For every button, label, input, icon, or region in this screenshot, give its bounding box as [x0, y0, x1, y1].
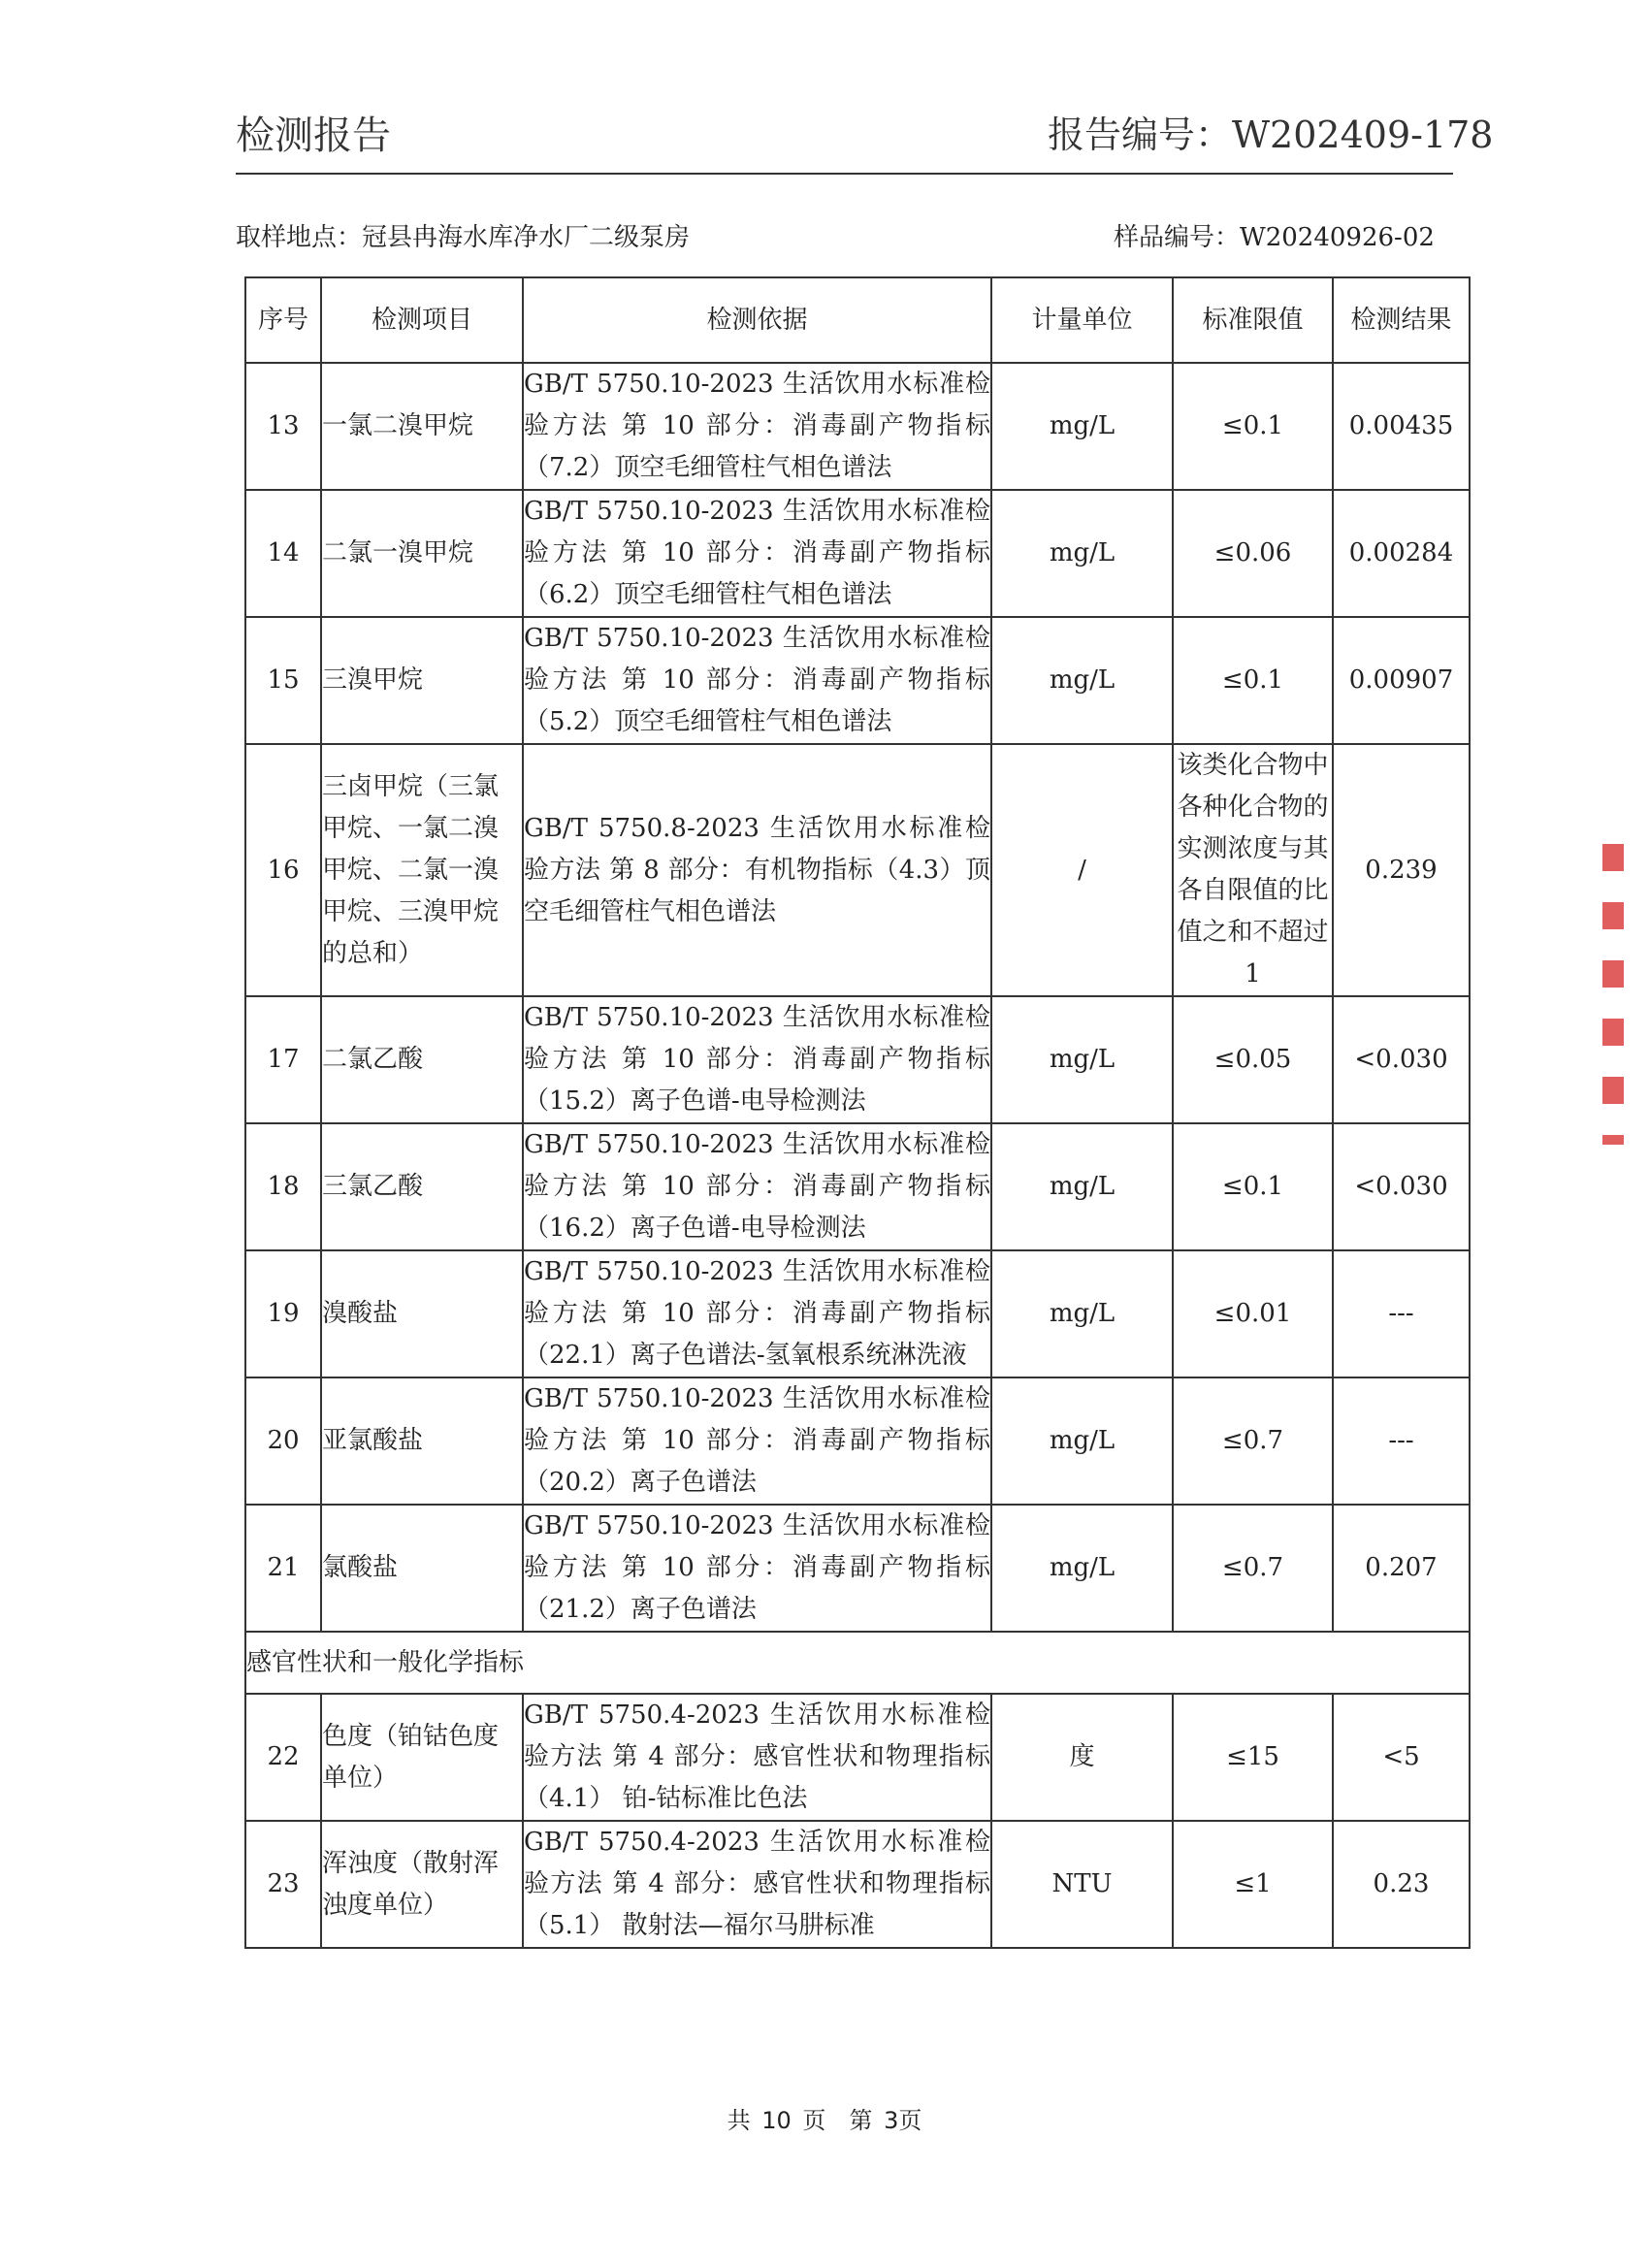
row-number: 14 — [245, 490, 321, 617]
table-row — [245, 1123, 1470, 1250]
row-number: 21 — [245, 1505, 321, 1632]
table-row — [245, 490, 1470, 617]
test-result: <0.030 — [1333, 1123, 1470, 1250]
test-result: <5 — [1333, 1694, 1470, 1821]
row-number: 15 — [245, 617, 321, 744]
unit: mg/L — [991, 363, 1173, 490]
row-number: 16 — [245, 744, 321, 996]
test-basis: GB/T 5750.10-2023 生活饮用水标准检验方法 第 10 部分：消毒副产物指标（5.2）顶空毛细管柱气相色谱法 — [523, 617, 991, 744]
report-number: 报告编号：W202409-178 — [1048, 113, 1494, 156]
table-row — [245, 1377, 1470, 1505]
test-result: 0.00907 — [1333, 617, 1470, 744]
unit: mg/L — [991, 996, 1173, 1123]
sample-number: 样品编号：W20240926-02 — [1114, 223, 1435, 252]
table-row — [245, 1505, 1470, 1632]
test-item: 三氯乙酸 — [321, 1123, 523, 1250]
test-item: 一氯二溴甲烷 — [321, 363, 523, 490]
page-footer: 共 10 页 第 3页 — [727, 2107, 922, 2134]
test-item: 三溴甲烷 — [321, 617, 523, 744]
row-number: 18 — [245, 1123, 321, 1250]
table-row — [245, 1250, 1470, 1377]
standard-limit: ≤0.1 — [1173, 617, 1333, 744]
table-header-row — [245, 277, 1470, 363]
test-basis: GB/T 5750.10-2023 生活饮用水标准检验方法 第 10 部分：消毒副产物指标（6.2）顶空毛细管柱气相色谱法 — [523, 490, 991, 617]
table-row — [245, 996, 1470, 1123]
row-number: 20 — [245, 1377, 321, 1505]
test-result: 0.207 — [1333, 1505, 1470, 1632]
row-number: 17 — [245, 996, 321, 1123]
row-number: 22 — [245, 1694, 321, 1821]
section-row — [245, 1632, 1470, 1694]
test-basis: GB/T 5750.10-2023 生活饮用水标准检验方法 第 10 部分：消毒副产物指标（22.1）离子色谱法-氢氧根系统淋洗液 — [523, 1250, 991, 1377]
test-basis: GB/T 5750.10-2023 生活饮用水标准检验方法 第 10 部分：消毒副产物指标（16.2）离子色谱-电导检测法 — [523, 1123, 991, 1250]
row-number: 19 — [245, 1250, 321, 1377]
row-number: 13 — [245, 363, 321, 490]
test-item: 二氯乙酸 — [321, 996, 523, 1123]
standard-limit: ≤0.05 — [1173, 996, 1333, 1123]
test-basis: GB/T 5750.4-2023 生活饮用水标准检验方法 第 4 部分：感官性状和物理指标（4.1） 铂-钴标准比色法 — [523, 1694, 991, 1821]
standard-limit: ≤1 — [1173, 1821, 1333, 1948]
test-basis: GB/T 5750.10-2023 生活饮用水标准检验方法 第 10 部分：消毒副产物指标（21.2）离子色谱法 — [523, 1505, 991, 1632]
table-row — [245, 617, 1470, 744]
test-basis: GB/T 5750.10-2023 生活饮用水标准检验方法 第 10 部分：消毒副产物指标（7.2）顶空毛细管柱气相色谱法 — [523, 363, 991, 490]
test-item: 氯酸盐 — [321, 1505, 523, 1632]
test-item: 二氯一溴甲烷 — [321, 490, 523, 617]
column-header: 计量单位 — [991, 277, 1173, 363]
report-title: 检测报告 — [236, 113, 391, 158]
results-table — [244, 276, 1471, 1949]
test-result: 0.239 — [1333, 744, 1470, 996]
test-basis: GB/T 5750.10-2023 生活饮用水标准检验方法 第 10 部分：消毒副产物指标 （15.2）离子色谱-电导检测法 — [523, 996, 991, 1123]
table-row — [245, 1694, 1470, 1821]
test-item: 三卤甲烷（三氯甲烷、一氯二溴甲烷、二氯一溴甲烷、三溴甲烷的总和） — [321, 744, 523, 996]
test-basis: GB/T 5750.10-2023 生活饮用水标准检验方法 第 10 部分：消毒副产物指标（20.2）离子色谱法 — [523, 1377, 991, 1505]
standard-limit: 该类化合物中各种化合物的实测浓度与其各自限值的比值之和不超过 1 — [1173, 744, 1333, 996]
test-item: 浑浊度（散射浑浊度单位） — [321, 1821, 523, 1948]
standard-limit: ≤0.1 — [1173, 1123, 1333, 1250]
row-number: 23 — [245, 1821, 321, 1948]
table-row — [245, 363, 1470, 490]
standard-limit: ≤0.06 — [1173, 490, 1333, 617]
unit: / — [991, 744, 1173, 996]
test-basis: GB/T 5750.8-2023 生活饮用水标准检验方法 第 8 部分：有机物指标（4.3）顶空毛细管柱气相色谱法 — [523, 744, 991, 996]
unit: mg/L — [991, 490, 1173, 617]
unit: mg/L — [991, 1505, 1173, 1632]
unit: NTU — [991, 1821, 1173, 1948]
test-item: 色度（铂钴色度单位） — [321, 1694, 523, 1821]
column-header: 序号 — [245, 277, 321, 363]
test-result: <0.030 — [1333, 996, 1470, 1123]
standard-limit: ≤0.7 — [1173, 1505, 1333, 1632]
test-result: 0.00435 — [1333, 363, 1470, 490]
column-header: 标准限值 — [1173, 277, 1333, 363]
section-label: 感官性状和一般化学指标 — [245, 1632, 1470, 1694]
unit: 度 — [991, 1694, 1173, 1821]
test-result: 0.00284 — [1333, 490, 1470, 617]
standard-limit: ≤0.01 — [1173, 1250, 1333, 1377]
column-header: 检测依据 — [523, 277, 991, 363]
table-row — [245, 744, 1470, 996]
seal-stamp-edge — [1602, 844, 1624, 1145]
test-result: 0.23 — [1333, 1821, 1470, 1948]
sampling-location: 取样地点：冠县冉海水库净水厂二级泵房 — [236, 223, 691, 252]
unit: mg/L — [991, 1123, 1173, 1250]
column-header: 检测结果 — [1333, 277, 1470, 363]
column-header: 检测项目 — [321, 277, 523, 363]
test-result: --- — [1333, 1250, 1470, 1377]
table-row — [245, 1821, 1470, 1948]
unit: mg/L — [991, 1377, 1173, 1505]
standard-limit: ≤0.1 — [1173, 363, 1333, 490]
header-divider — [236, 173, 1453, 175]
standard-limit: ≤0.7 — [1173, 1377, 1333, 1505]
standard-limit: ≤15 — [1173, 1694, 1333, 1821]
unit: mg/L — [991, 1250, 1173, 1377]
test-basis: GB/T 5750.4-2023 生活饮用水标准检验方法 第 4 部分：感官性状和物理指标（5.1） 散射法—福尔马肼标准 — [523, 1821, 991, 1948]
unit: mg/L — [991, 617, 1173, 744]
test-item: 亚氯酸盐 — [321, 1377, 523, 1505]
test-item: 溴酸盐 — [321, 1250, 523, 1377]
test-result: --- — [1333, 1377, 1470, 1505]
